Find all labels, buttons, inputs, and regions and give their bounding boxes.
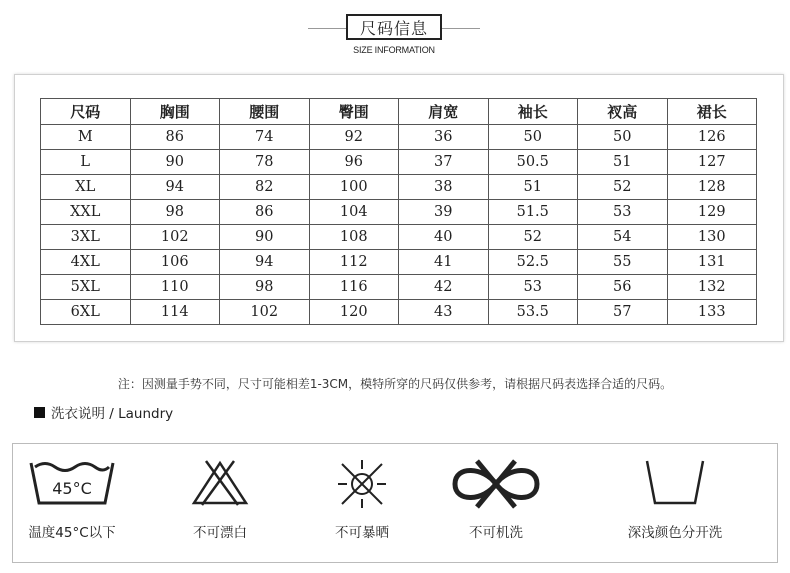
size-cell: XL [41,175,131,200]
measurement-cell: 78 [220,150,310,175]
care-label: 不可机洗 [469,525,523,541]
measurement-cell: 132 [667,275,757,300]
size-cell: 5XL [41,275,131,300]
measurement-cell: 96 [309,150,399,175]
measurement-cell: 36 [399,125,489,150]
size-table [40,98,757,325]
wash-separately-icon [643,457,707,507]
column-header: 胸围 [130,99,220,125]
measurement-cell: 51.5 [488,200,578,225]
size-cell: 3XL [41,225,131,250]
measurement-cell: 129 [667,200,757,225]
measurement-cell: 39 [399,200,489,225]
measurement-cell: 92 [309,125,399,150]
measurement-cell: 102 [130,225,220,250]
measurement-cell: 42 [399,275,489,300]
column-header: 腰围 [220,99,310,125]
measurement-cell: 50 [488,125,578,150]
page-subtitle: SIZE INFORMATION [353,45,435,55]
laundry-heading [34,402,173,422]
measurement-cell: 53 [488,275,578,300]
measurement-cell: 50.5 [488,150,578,175]
care-label: 深浅颜色分开洗 [627,525,723,541]
table-row [41,125,757,150]
table-header-row [41,99,757,125]
measurement-cell: 108 [309,225,399,250]
column-header: 裙长 [667,99,757,125]
measurement-cell: 50 [578,125,668,150]
measurement-cell: 90 [220,225,310,250]
measurement-cell: 116 [309,275,399,300]
no-bleach-icon [190,457,250,507]
care-item-no-machine-wash [426,455,566,565]
table-row [41,200,757,225]
measurement-cell: 126 [667,125,757,150]
measurement-cell: 94 [130,175,220,200]
measurement-cell: 51 [488,175,578,200]
measurement-cell: 131 [667,250,757,275]
table-row [41,150,757,175]
measurement-cell: 98 [220,275,310,300]
measurement-cell: 82 [220,175,310,200]
table-row [41,300,757,325]
care-item-no-sun-dry [292,455,432,565]
measurement-cell: 43 [399,300,489,325]
title-divider-right [442,28,480,29]
size-cell: M [41,125,131,150]
title-divider-left [308,28,346,29]
measurement-cell: 130 [667,225,757,250]
measurement-cell: 127 [667,150,757,175]
measurement-cell: 90 [130,150,220,175]
measurement-cell: 56 [578,275,668,300]
measurement-cell: 133 [667,300,757,325]
size-cell: XXL [41,200,131,225]
care-label: 温度45°C以下 [28,525,116,541]
measurement-cell: 86 [220,200,310,225]
measurement-cell: 37 [399,150,489,175]
column-header: 臀围 [309,99,399,125]
care-label: 不可暴晒 [335,525,389,541]
table-row [41,250,757,275]
no-sun-dry-icon [332,457,392,511]
measurement-cell: 112 [309,250,399,275]
laundry-title: 洗衣说明 / Laundry [51,406,174,422]
measurement-cell: 110 [130,275,220,300]
measurement-cell: 51 [578,150,668,175]
care-item-no-bleach [150,455,290,565]
measurement-cell: 52.5 [488,250,578,275]
size-cell: 6XL [41,300,131,325]
measurement-cell: 52 [578,175,668,200]
column-header: 尺码 [41,99,131,125]
measurement-cell: 52 [488,225,578,250]
measurement-cell: 53.5 [488,300,578,325]
column-header: 衩高 [578,99,668,125]
svg-text:45°C: 45°C [52,479,92,498]
page-title: 尺码信息 [346,14,442,40]
measurement-cell: 98 [130,200,220,225]
measurement-cell: 74 [220,125,310,150]
measurement-cell: 102 [220,300,310,325]
measurement-cell: 53 [578,200,668,225]
care-item-wash-45 [2,455,142,565]
measurement-cell: 41 [399,250,489,275]
care-label: 不可漂白 [193,525,247,541]
size-note: 注：因测量手势不同，尺寸可能相差1-3CM，模特所穿的尺码仅供参考，请根据尺码表选择合适的尺码。 [117,377,673,391]
table-row [41,275,757,300]
measurement-cell: 55 [578,250,668,275]
size-cell: L [41,150,131,175]
measurement-cell: 94 [220,250,310,275]
measurement-cell: 38 [399,175,489,200]
table-row [41,175,757,200]
column-header: 肩宽 [399,99,489,125]
measurement-cell: 100 [309,175,399,200]
measurement-cell: 128 [667,175,757,200]
measurement-cell: 57 [578,300,668,325]
measurement-cell: 106 [130,250,220,275]
table-row [41,225,757,250]
column-header: 袖长 [488,99,578,125]
size-cell: 4XL [41,250,131,275]
measurement-cell: 86 [130,125,220,150]
measurement-cell: 104 [309,200,399,225]
measurement-cell: 120 [309,300,399,325]
wash-45c-icon [29,457,115,507]
no-machine-wash-icon [449,457,543,511]
measurement-cell: 54 [578,225,668,250]
measurement-cell: 40 [399,225,489,250]
square-bullet-icon [34,407,45,418]
measurement-cell: 114 [130,300,220,325]
care-item-wash-separately [605,455,745,565]
